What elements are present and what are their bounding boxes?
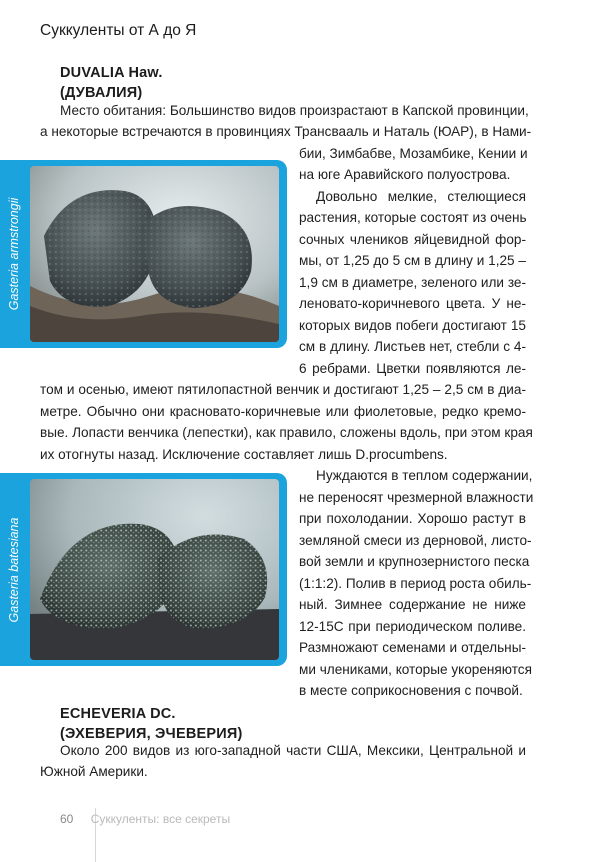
echeveria-common-name: (ЭХЕВЕРИЯ, ЭЧЕВЕРИЯ) <box>60 726 243 742</box>
duvalia-heading <box>60 63 163 103</box>
text-line: не переносят чрезмерной влажности <box>299 490 534 505</box>
plant-photo <box>30 166 279 342</box>
photo-gasteria-armstrongii <box>0 160 287 348</box>
text-line: которых видов побеги достигают 15 <box>299 318 526 333</box>
text-line: а некоторые встречаются в провинциях Трансвааль и Наталь (ЮАР), в Нами- <box>40 124 532 139</box>
series-title: Суккуленты: все секреты <box>90 812 231 826</box>
text-line: метре. Обычно они красновато-коричневые или фиолетовые, редко кремо- <box>40 404 526 419</box>
echeveria-genus-name: ECHEVERIA DC. <box>60 706 176 722</box>
photo-gasteria-batesiana <box>0 473 287 666</box>
text-line: ми члениками, которые укореняются <box>299 662 532 677</box>
duvalia-common-name: (ДУВАЛИЯ) <box>60 85 143 101</box>
text-line: (1:1:2). Полив в период роста обиль- <box>299 576 532 591</box>
text-line: их отогнуты назад. Исключение составляет лишь D.procumbens. <box>40 447 448 462</box>
page-number: 60 <box>60 812 74 826</box>
plant-photo <box>30 479 279 660</box>
text-line: вой земли и крупнозернистого песка <box>299 554 530 569</box>
text-line: бии, Зимбабве, Мозамбике, Кении и <box>299 146 528 161</box>
text-line: растения, которые состоят из очень <box>299 210 527 225</box>
text-line: см в длину. Листьев нет, стебли с 4- <box>299 339 526 354</box>
text-line: Размножают семенами и отдельны- <box>299 640 526 655</box>
text-line: Южной Америки. <box>40 764 148 779</box>
text-line: том и осенью, имеют пятилопастной венчик и достигают 1,25 – 2,5 см в диа- <box>40 382 526 397</box>
text-line: ный. Зимнее содержание не ниже <box>299 597 526 612</box>
text-line: Около 200 видов из юго-западной части США, Мексики, Центральной и <box>60 743 526 758</box>
text-line: Место обитания: Большинство видов произрастают в Капской провинции, <box>60 103 529 118</box>
text-line: Довольно мелкие, стелющиеся <box>316 189 526 204</box>
running-title: Суккуленты от А до Я <box>40 22 197 39</box>
text-line: земляной смеси из дерновой, листо- <box>299 533 532 548</box>
photo-caption: Gasteria armstrongii <box>7 197 21 311</box>
text-line: Нуждаются в теплом содержании, <box>316 468 533 483</box>
text-line: 6 ребрами. Цветки появляются ле- <box>299 361 526 376</box>
text-line: при похолодании. Хорошо растут в <box>299 511 526 526</box>
echeveria-heading <box>60 704 243 744</box>
text-line: на юге Аравийского полуострова. <box>299 167 511 182</box>
duvalia-genus-name: DUVALIA Haw. <box>60 65 163 81</box>
text-line: 12-15С при периодическом поливе. <box>299 619 526 634</box>
photo-caption: Gasteria batesiana <box>7 517 21 622</box>
text-line: вые. Лопасти венчика (лепестки), как правило, сложены вдоль, при этом края <box>40 425 533 440</box>
text-line: леновато-коричневого цвета. У не- <box>299 296 526 311</box>
text-line: мы, от 1,25 до 5 см в длину и 1,25 – <box>299 253 526 268</box>
text-line: сочных члеников яйцевидной фор- <box>299 232 526 247</box>
page-footer <box>60 812 230 826</box>
text-line: 1,9 см в диаметре, зеленого или зе- <box>299 275 526 290</box>
text-line: в месте соприкосновения с почвой. <box>299 683 523 698</box>
